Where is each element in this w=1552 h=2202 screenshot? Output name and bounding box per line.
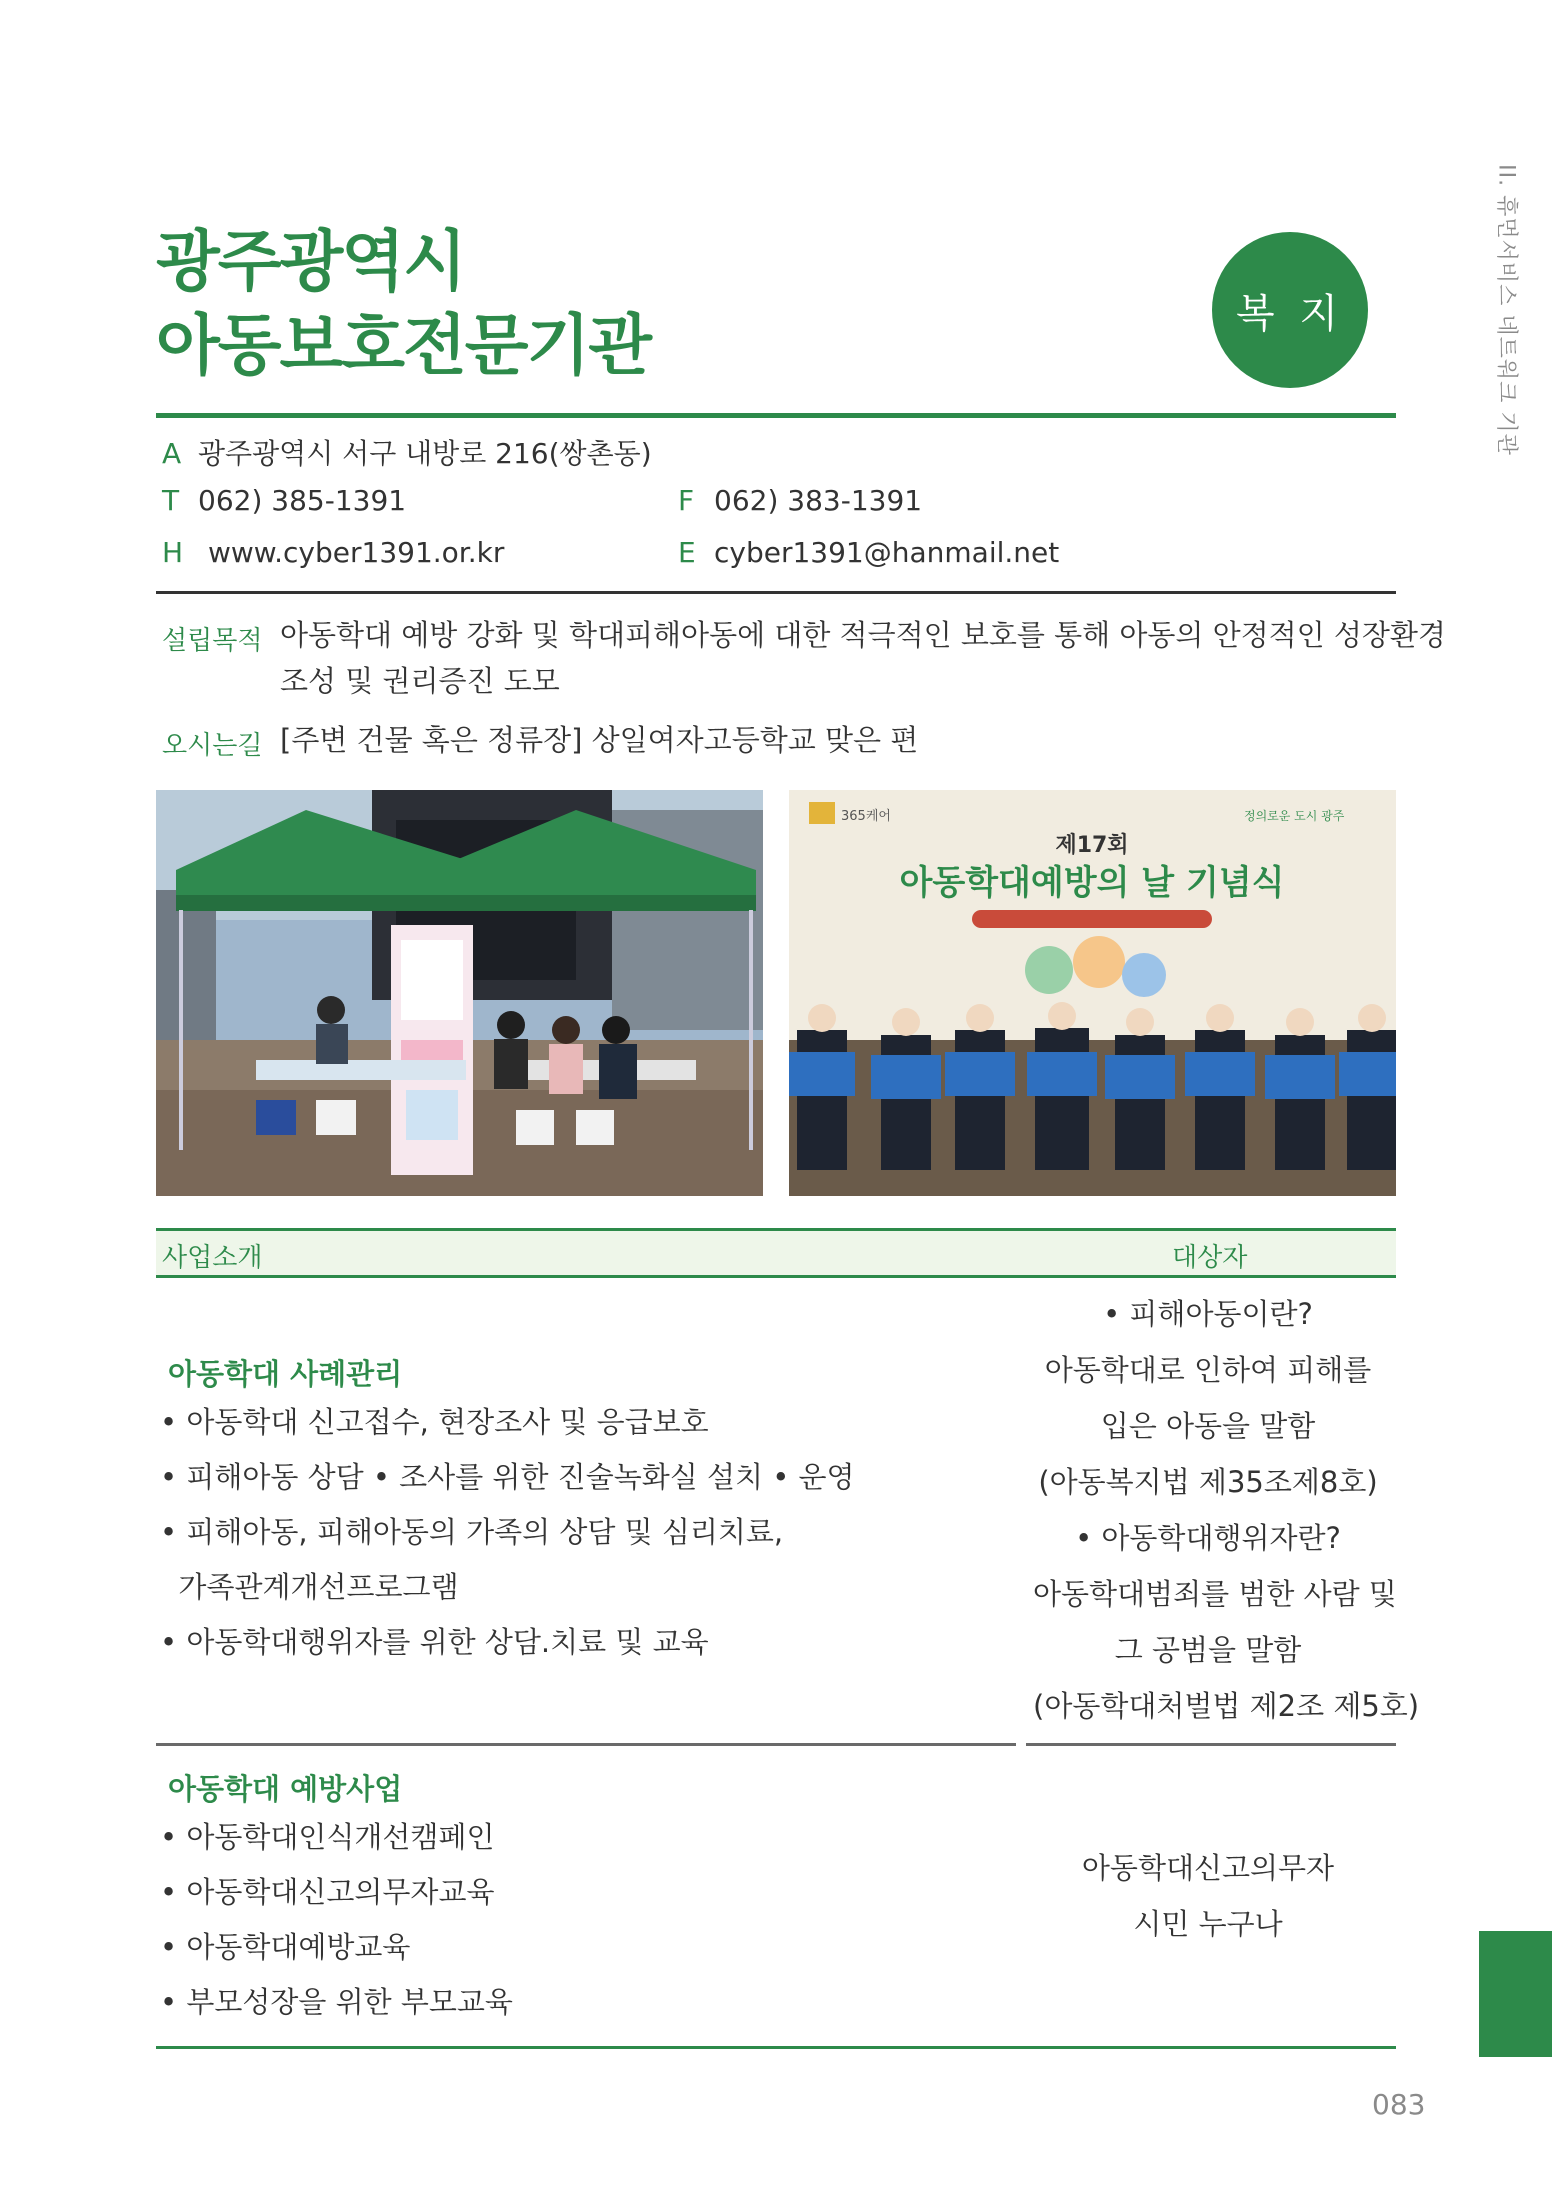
ceremony-logo-left: 365케어 [841,809,891,824]
case-management-list [160,1395,855,1670]
target-line: 시민 누구나 [1133,1907,1283,1941]
contact-tel: T 062) 385-1391 [162,484,407,517]
list-item: • 아동학대 신고접수, 현장조사 및 응급보호 [160,1405,709,1439]
row-divider-left [156,1743,1016,1746]
target-line: (아동복지법 제35조제8호) [1038,1465,1378,1499]
title-line-1: 광주광역시 [156,223,465,300]
directions-text: [주변 건물 혹은 정류장] 상일여자고등학교 맞은 편 [280,723,919,757]
section-title-prevention: 아동학대 예방사업 [168,1772,403,1806]
target-line: 그 공범을 말함 [1114,1633,1302,1667]
row-divider-right [1026,1743,1396,1746]
section-side-label: II. 휴먼서비스 네트워크 기관 [1493,164,1519,456]
case-management-target [1033,1286,1420,1734]
contact-homepage: H www.cyber1391.or.kr [162,536,505,569]
target-line: • 아동학대행위자란? [1075,1521,1341,1555]
target-line: 아동학대로 인하여 피해를 [1044,1353,1372,1387]
target-line: • 피해아동이란? [1103,1297,1313,1331]
contact-fax: F 062) 383-1391 [678,484,923,517]
list-item: • 아동학대행위자를 위한 상담.치료 및 교육 [160,1625,709,1659]
list-item: • 아동학대예방교육 [160,1930,411,1964]
email-link[interactable]: cyber1391@hanmail.net [714,536,1060,569]
section-title-case-management: 아동학대 사례관리 [168,1357,403,1391]
ceremony-headline: 아동학대예방의 날 기념식 [899,863,1285,903]
list-item: • 부모성장을 위한 부모교육 [160,1985,513,2019]
header-target: 대상자 [1172,1243,1248,1273]
title-line-2: 아동보호전문기관 [156,307,651,384]
list-item: • 피해아동, 피해아동의 가족의 상담 및 심리치료, [160,1515,784,1549]
purpose-text: 아동학대 예방 강화 및 학대피해아동에 대한 적극적인 보호를 통해 아동의 안정적인 성장환경 조성 및 권리증진 도모 [280,618,1446,698]
target-line: 입은 아동을 말함 [1100,1409,1316,1443]
section-tab-marker [1479,1931,1552,2057]
prevention-list [160,1810,513,2030]
category-badge: 복 지 [1212,232,1368,388]
contact-email: E cyber1391@hanmail.net [678,536,1060,569]
target-line: (아동학대처벌법 제2조 제5호) [1033,1689,1420,1723]
target-line: 아동학대범죄를 범한 사람 및 [1033,1577,1397,1611]
purpose-label: 설립목적 [162,626,263,656]
homepage-link[interactable]: www.cyber1391.or.kr [208,536,505,569]
list-item: • 피해아동 상담 • 조사를 위한 진술녹화실 설치 • 운영 [160,1460,855,1494]
contact-address: A 광주광역시 서구 내방로 216(쌍촌동) [162,437,652,470]
directions-label: 오시는길 [162,731,263,761]
header-business: 사업소개 [162,1243,263,1273]
list-item: 가족관계개선프로그램 [160,1570,459,1604]
list-item: • 아동학대신고의무자교육 [160,1875,495,1909]
prevention-target [1033,1840,1383,1952]
list-item: • 아동학대인식개선캠페인 [160,1820,495,1854]
table-bottom-rule [156,2046,1396,2049]
contact-divider [156,591,1396,594]
title-divider [156,413,1396,418]
photo-ceremony [789,790,1396,1196]
photo-campaign-booth [156,790,763,1196]
page-number: 083 [1372,2088,1426,2121]
program-table-header [156,1228,1396,1278]
ceremony-logo-right: 정의로운 도시 광주 [1244,809,1345,823]
ceremony-round: 제17회 [1055,833,1129,858]
target-line: 아동학대신고의무자 [1081,1851,1335,1885]
page-title [156,220,650,388]
